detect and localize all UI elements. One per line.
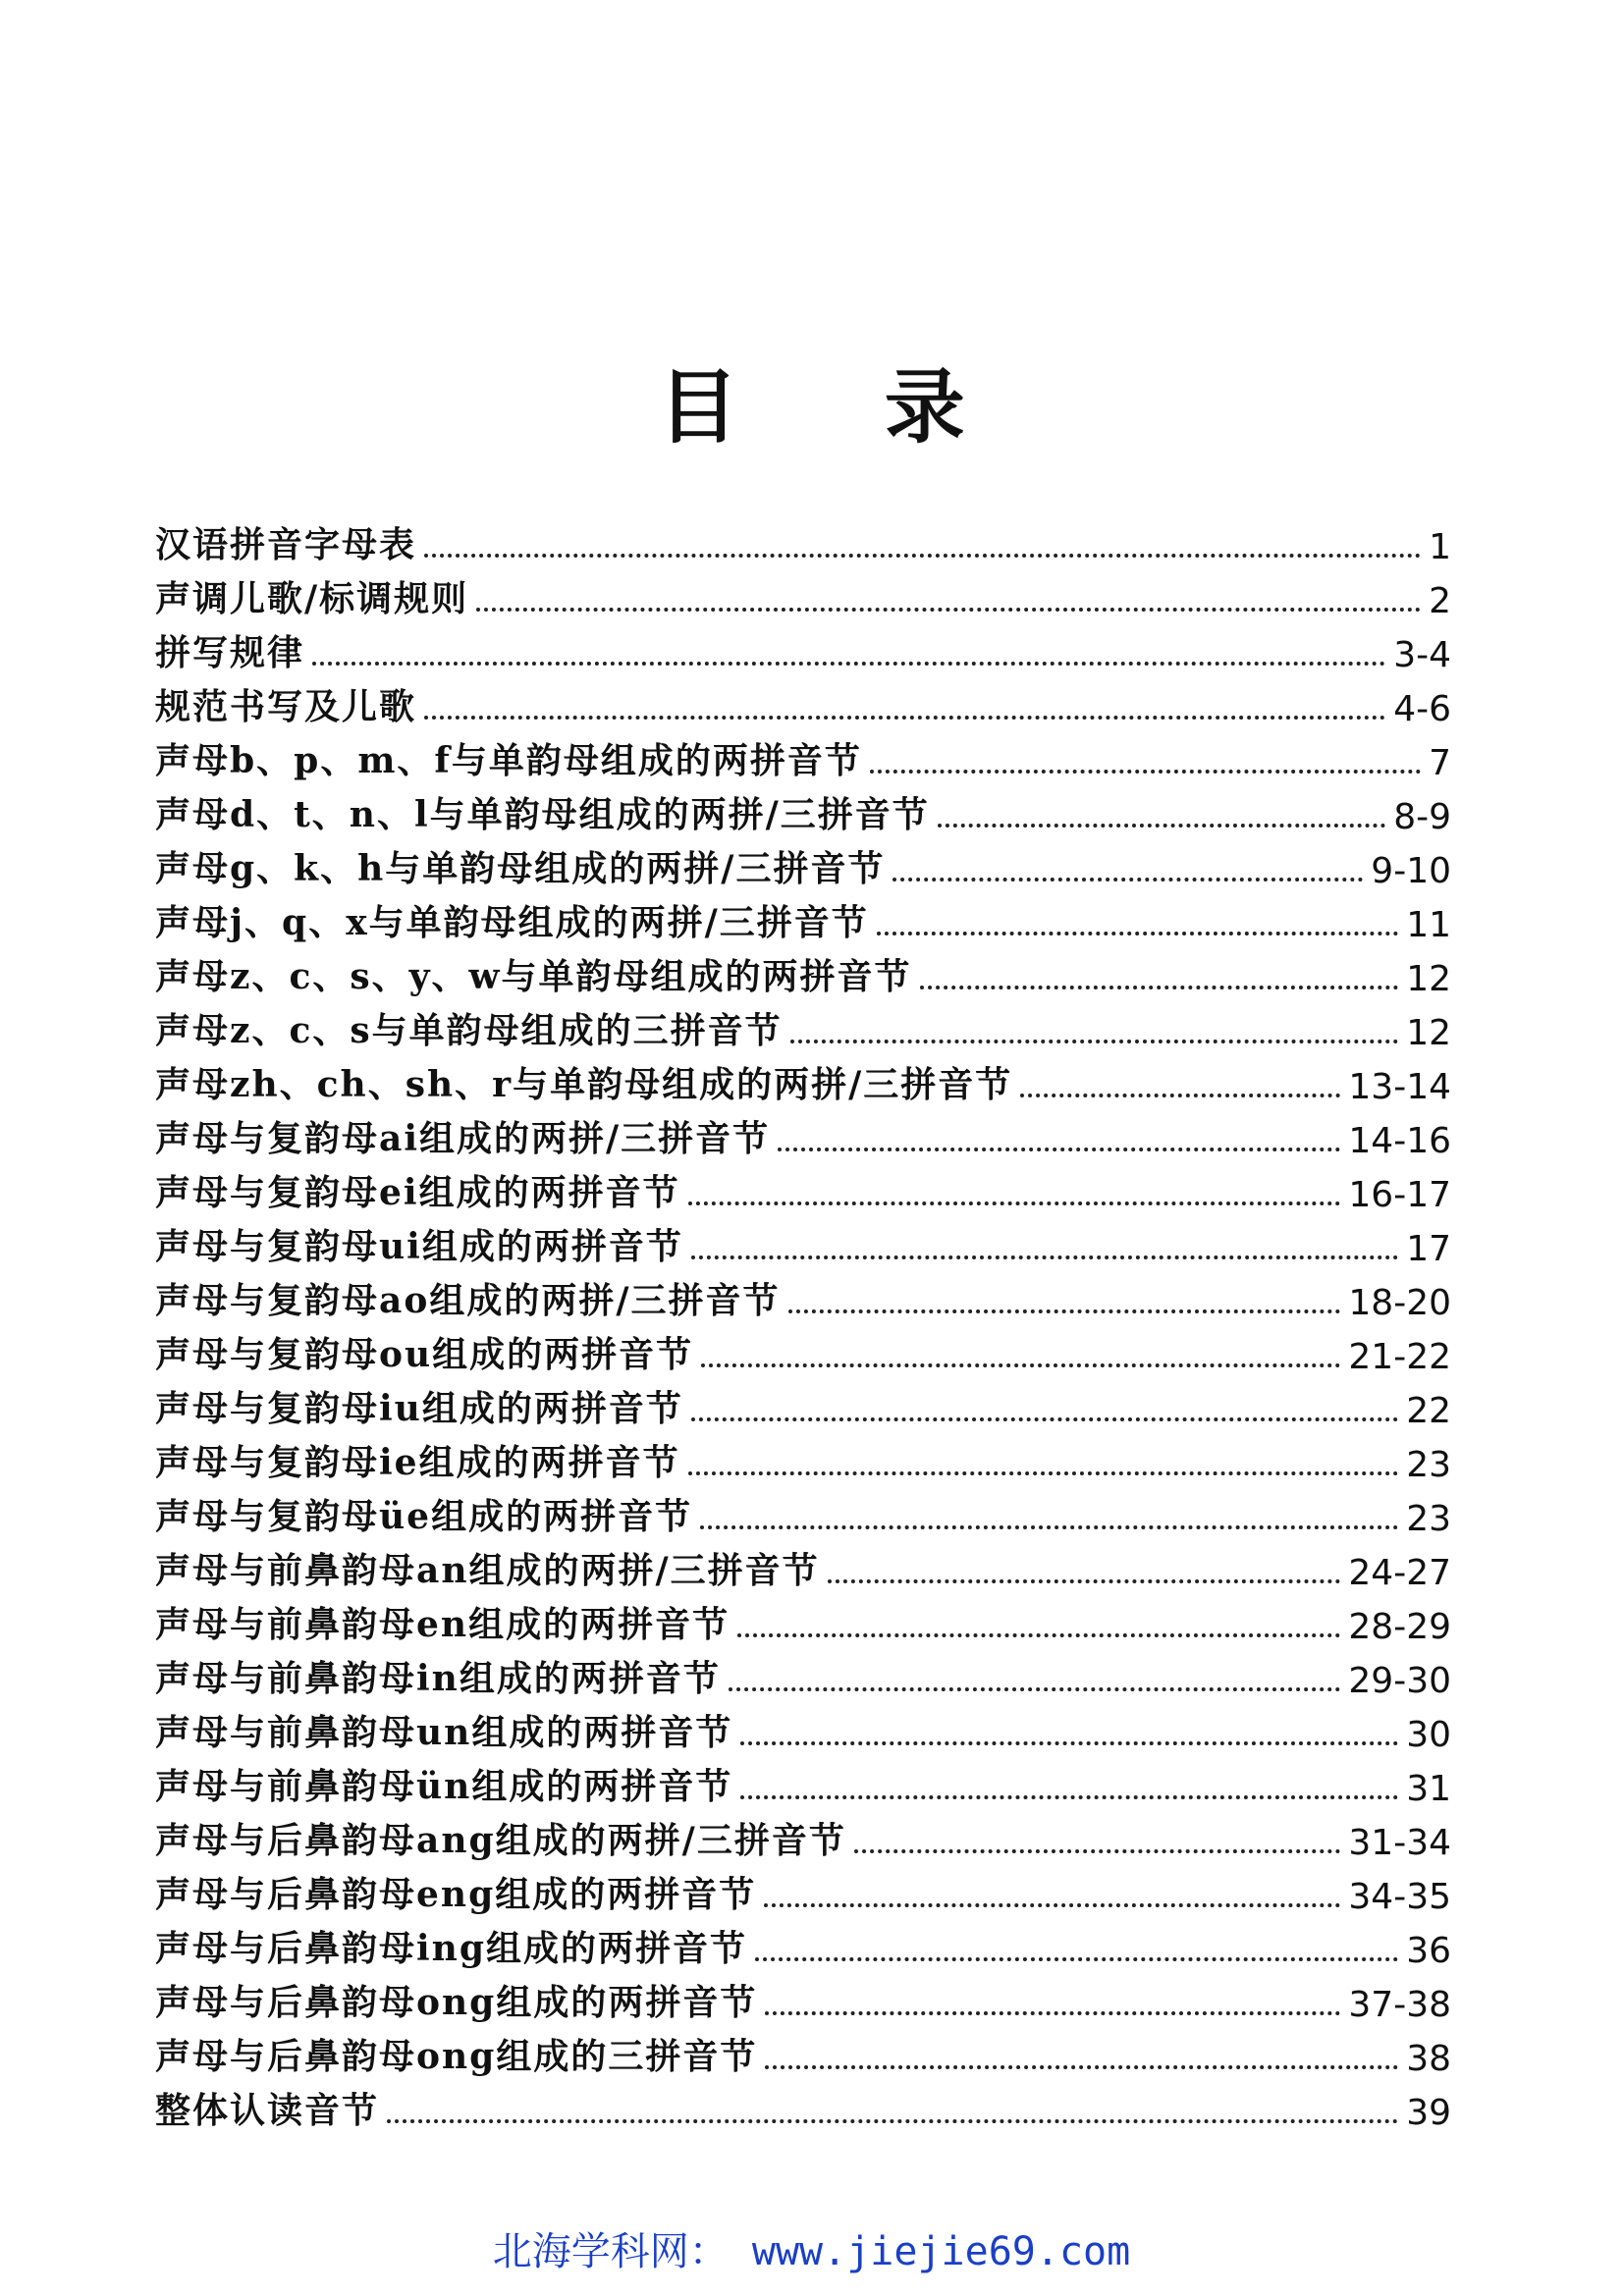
toc-entry-label: 声母与前鼻韵母un组成的两拼音节 — [155, 1712, 733, 1753]
toc-entry-label: 声母与后鼻韵母ang组成的两拼/三拼音节 — [155, 1820, 846, 1861]
toc-entry-page: 12 — [1406, 1013, 1451, 1053]
dot-leader — [788, 1309, 1341, 1313]
toc-entry-label: 声母与前鼻韵母ün组成的两拼音节 — [155, 1766, 733, 1807]
page-title: 目 录 — [658, 360, 1024, 454]
toc-row[interactable] — [155, 2079, 1451, 2133]
toc-entry-page: 3-4 — [1393, 635, 1451, 675]
toc-entry-label: 声母zh、ch、sh、r与单韵母组成的两拼/三拼音节 — [155, 1064, 1013, 1105]
dot-leader — [1020, 1094, 1340, 1097]
dot-leader — [877, 932, 1398, 935]
toc-entry-label: 声调儿歌/标调规则 — [155, 578, 469, 619]
toc-entry-label: 声母与前鼻韵母an组成的两拼/三拼音节 — [155, 1550, 820, 1591]
toc-entry-page: 4-6 — [1393, 689, 1451, 729]
toc-entry-label: 拼写规律 — [155, 632, 305, 673]
toc-row[interactable] — [155, 1323, 1451, 1377]
toc-entry-label: 声母b、p、m、f与单韵母组成的两拼音节 — [155, 740, 862, 781]
toc-row[interactable] — [155, 1701, 1451, 1755]
toc-row[interactable] — [155, 1269, 1451, 1323]
toc-entry-label: 声母与前鼻韵母in组成的两拼音节 — [155, 1658, 721, 1699]
toc-row[interactable] — [155, 1863, 1451, 1917]
dot-leader — [938, 824, 1385, 828]
toc-row[interactable] — [155, 999, 1451, 1053]
dot-leader — [691, 1255, 1398, 1259]
dot-leader — [688, 1471, 1399, 1475]
dot-leader — [755, 1957, 1398, 1961]
dot-leader — [737, 1633, 1340, 1637]
dot-leader — [854, 1849, 1341, 1853]
dot-leader — [764, 1903, 1340, 1907]
dot-leader — [893, 878, 1363, 881]
toc-entry-label: 声母z、c、s、y、w与单韵母组成的两拼音节 — [155, 956, 912, 997]
toc-entry-label: 声母与后鼻韵母ong组成的两拼音节 — [155, 1982, 758, 2023]
toc-entry-page: 38 — [1406, 2039, 1451, 2079]
toc-row[interactable] — [155, 891, 1451, 945]
toc-row[interactable] — [155, 1161, 1451, 1215]
dot-leader — [691, 1417, 1398, 1421]
toc-entry-page: 31 — [1406, 1769, 1451, 1809]
toc-entry-page: 8-9 — [1393, 797, 1451, 837]
toc-entry-page: 11 — [1406, 905, 1451, 945]
table-of-contents — [155, 513, 1451, 2133]
toc-entry-label: 声母与复韵母ei组成的两拼音节 — [155, 1172, 680, 1213]
toc-entry-label: 声母与复韵母iu组成的两拼音节 — [155, 1388, 683, 1429]
toc-entry-page: 36 — [1406, 1931, 1451, 1971]
toc-entry-page: 14-16 — [1348, 1121, 1451, 1161]
toc-entry-label: 声母与复韵母ui组成的两拼音节 — [155, 1226, 683, 1267]
toc-row[interactable] — [155, 1647, 1451, 1701]
toc-entry-label: 声母g、k、h与单韵母组成的两拼/三拼音节 — [155, 848, 886, 889]
toc-entry-page: 39 — [1406, 2093, 1451, 2133]
toc-entry-page: 16-17 — [1348, 1175, 1451, 1215]
toc-entry-label: 声母与后鼻韵母ong组成的三拼音节 — [155, 2036, 758, 2077]
toc-entry-label: 声母与后鼻韵母ing组成的两拼音节 — [155, 1928, 748, 1969]
dot-leader — [688, 1201, 1341, 1205]
toc-entry-page: 12 — [1406, 959, 1451, 999]
dot-leader — [920, 986, 1399, 989]
dot-leader — [765, 2065, 1398, 2069]
toc-row[interactable] — [155, 1485, 1451, 1539]
toc-entry-page: 37-38 — [1348, 1985, 1451, 2025]
toc-row[interactable] — [155, 729, 1451, 783]
toc-entry-page: 9-10 — [1371, 851, 1451, 891]
toc-entry-page: 30 — [1406, 1715, 1451, 1755]
toc-entry-page: 7 — [1429, 743, 1451, 783]
toc-row[interactable] — [155, 1431, 1451, 1485]
toc-entry-page: 29-30 — [1348, 1661, 1451, 1701]
toc-row[interactable] — [155, 1539, 1451, 1593]
dot-leader — [700, 1525, 1398, 1529]
toc-entry-label: 整体认读音节 — [155, 2090, 380, 2131]
toc-entry-page: 28-29 — [1348, 1607, 1451, 1647]
dot-leader — [765, 2011, 1340, 2015]
toc-row[interactable] — [155, 783, 1451, 837]
dot-leader — [740, 1741, 1398, 1745]
toc-entry-label: 声母与复韵母ou组成的两拼音节 — [155, 1334, 694, 1375]
toc-entry-page: 23 — [1406, 1445, 1451, 1485]
dot-leader — [424, 716, 1385, 720]
toc-entry-label: 声母与前鼻韵母en组成的两拼音节 — [155, 1604, 730, 1645]
toc-entry-label: 声母与复韵母ai组成的两拼/三拼音节 — [155, 1118, 771, 1159]
dot-leader — [828, 1579, 1341, 1583]
toc-entry-label: 汉语拼音字母表 — [155, 524, 417, 565]
toc-row[interactable] — [155, 2025, 1451, 2079]
toc-entry-page: 21-22 — [1348, 1337, 1451, 1377]
dot-leader — [701, 1363, 1340, 1367]
toc-entry-page: 31-34 — [1348, 1823, 1451, 1863]
dot-leader — [312, 662, 1385, 666]
toc-entry-label: 声母与后鼻韵母eng组成的两拼音节 — [155, 1874, 757, 1915]
toc-entry-label: 声母与复韵母ao组成的两拼/三拼音节 — [155, 1280, 781, 1321]
toc-row[interactable] — [155, 1053, 1451, 1107]
toc-entry-page: 2 — [1429, 581, 1451, 621]
dot-leader — [387, 2119, 1398, 2123]
toc-entry-page: 23 — [1406, 1499, 1451, 1539]
toc-row[interactable] — [155, 567, 1451, 621]
toc-entry-page: 24-27 — [1348, 1553, 1451, 1593]
footer-watermark: 北海学科网： www.jiejie69.com — [492, 2229, 1131, 2274]
toc-entry-label: 声母d、t、n、l与单韵母组成的两拼/三拼音节 — [155, 794, 930, 835]
toc-entry-page: 13-14 — [1348, 1067, 1451, 1107]
dot-leader — [740, 1795, 1398, 1799]
toc-row[interactable] — [155, 1215, 1451, 1269]
toc-row[interactable] — [155, 1917, 1451, 1971]
toc-row[interactable] — [155, 1377, 1451, 1431]
toc-row[interactable] — [155, 1971, 1451, 2025]
toc-row[interactable] — [155, 1809, 1451, 1863]
toc-entry-page: 1 — [1429, 527, 1451, 567]
toc-row[interactable] — [155, 513, 1451, 567]
toc-entry-page: 34-35 — [1348, 1877, 1451, 1917]
dot-leader — [778, 1148, 1340, 1151]
toc-row[interactable] — [155, 945, 1451, 999]
dot-leader — [790, 1040, 1399, 1043]
toc-entry-label: 声母与复韵母üe组成的两拼音节 — [155, 1496, 693, 1537]
toc-row[interactable] — [155, 1107, 1451, 1161]
dot-leader — [729, 1687, 1341, 1691]
dot-leader — [870, 770, 1421, 774]
toc-entry-label: 声母j、q、x与单韵母组成的两拼/三拼音节 — [155, 902, 869, 943]
dot-leader — [476, 608, 1421, 612]
toc-row[interactable] — [155, 675, 1451, 729]
toc-entry-page: 17 — [1406, 1229, 1451, 1269]
toc-row[interactable] — [155, 621, 1451, 675]
toc-row[interactable] — [155, 1593, 1451, 1647]
toc-entry-page: 22 — [1406, 1391, 1451, 1431]
dot-leader — [424, 554, 1421, 558]
toc-entry-page: 18-20 — [1348, 1283, 1451, 1323]
toc-entry-label: 声母z、c、s与单韵母组成的三拼音节 — [155, 1010, 783, 1051]
toc-entry-label: 规范书写及儿歌 — [155, 686, 417, 727]
toc-entry-label: 声母与复韵母ie组成的两拼音节 — [155, 1442, 680, 1483]
toc-row[interactable] — [155, 1755, 1451, 1809]
toc-row[interactable] — [155, 837, 1451, 891]
